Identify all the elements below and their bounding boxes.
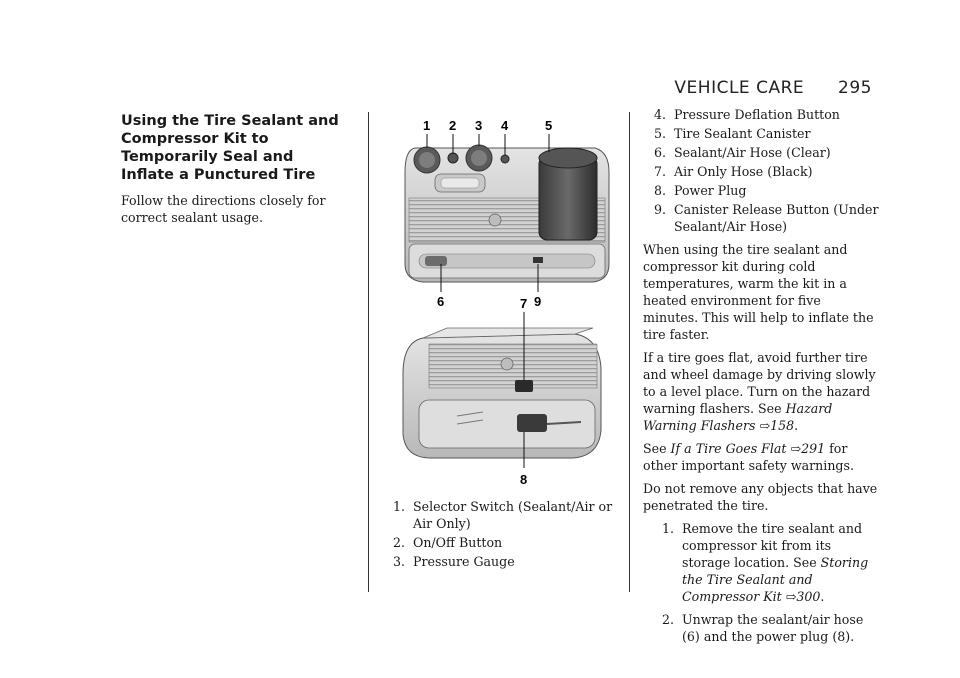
legend-list-a (393, 498, 630, 570)
intro-paragraph: Follow the directions closely for correct sealant usage. (121, 193, 326, 225)
list-item: 7. Air Only Hose (Black) (654, 164, 813, 179)
list-item: 4. Pressure Deflation Button (654, 107, 840, 122)
list-item: 6. Sealant/Air Hose (Clear) (654, 145, 831, 160)
tire-flat-link[interactable]: If a Tire Goes Flat (670, 441, 787, 456)
step-item: 2. Unwrap the sealant/air hose (6) and the power plug (8). (661, 612, 864, 644)
step-item: 1. Remove the tire sealant and compressor kit from its storage location. See Storing the Tire Sealant and Compressor Kit ⇨300. (661, 521, 869, 604)
page-ref-arrow-icon: ⇨ (759, 418, 771, 433)
safety-warnings-paragraph: See If a Tire Goes Flat ⇨291 for other important safety warnings. (643, 441, 854, 473)
flat-tire-paragraph: If a tire goes flat, avoid further tire and wheel damage by driving slowly to a level place. Turn on the hazard warning flashers. See Hazard Warning Flashers ⇨158. (643, 350, 876, 433)
page-ref-arrow-icon: ⇨ (785, 589, 797, 604)
cold-weather-paragraph: When using the tire sealant and compressor kit during cold temperatures, warm the kit in a heated environment for five minutes. This will help to inflate the tire faster. (643, 242, 874, 342)
column-middle (368, 112, 630, 592)
bottom-view (403, 296, 601, 487)
page-header (674, 78, 872, 98)
section-title: VEHICLE CARE (674, 78, 805, 98)
column-right (629, 107, 879, 644)
top-view (405, 118, 609, 309)
steps-list (652, 520, 879, 645)
hazard-flashers-link[interactable]: Hazard Warning Flashers (643, 401, 833, 433)
callout-3: 3 (475, 118, 483, 133)
callout-6: 6 (437, 294, 445, 309)
column-left (121, 112, 349, 226)
list-item: 2. On/Off Button (393, 535, 503, 550)
list-item: 1. Selector Switch (Sealant/Air or Air Only) (393, 499, 613, 531)
page-ref-arrow-icon: ⇨ (790, 441, 802, 456)
callout-7: 7 (520, 296, 528, 311)
section-heading: Using the Tire Sealant and Compressor Kit to Temporarily Seal and Inflate a Punctured Tire (121, 113, 339, 183)
callout-1: 1 (423, 118, 431, 133)
compressor-kit-drawing (383, 112, 619, 492)
callout-2: 2 (449, 118, 457, 133)
list-item: 9. Canister Release Button (Under Sealant/Air Hose) (654, 202, 879, 234)
callout-4: 4 (501, 118, 509, 133)
list-item: 3. Pressure Gauge (393, 554, 515, 569)
page-number: 295 (838, 78, 872, 98)
callout-9: 9 (534, 294, 542, 309)
storing-kit-link[interactable]: Storing the Tire Sealant and Compressor Kit (682, 555, 869, 604)
list-item: 8. Power Plug (654, 183, 747, 198)
callout-8: 8 (520, 472, 528, 487)
list-item: 5. Tire Sealant Canister (654, 126, 811, 141)
legend-list-b (654, 106, 879, 235)
callout-5: 5 (545, 118, 553, 133)
objects-paragraph: Do not remove any objects that have penetrated the tire. (643, 481, 878, 513)
compressor-kit-illustration (383, 112, 619, 492)
